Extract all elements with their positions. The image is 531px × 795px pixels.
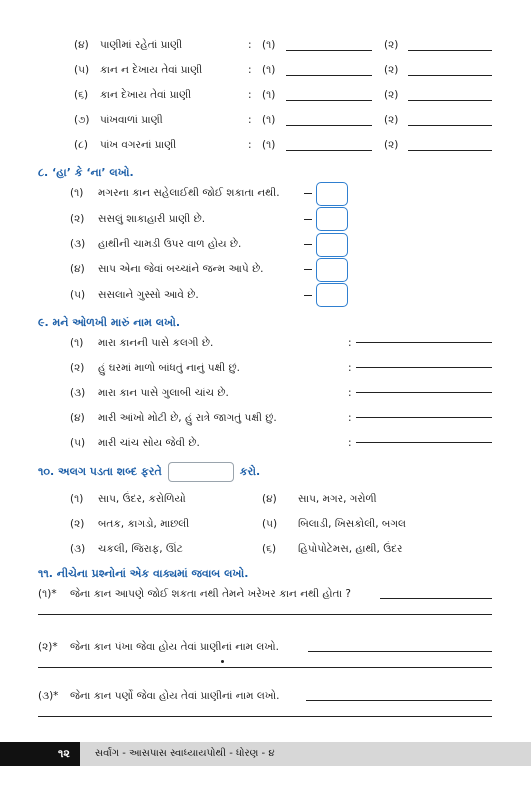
answer-blank-2[interactable] (408, 125, 492, 126)
answer-line[interactable] (38, 716, 492, 717)
colon: : (248, 39, 252, 51)
answer-blank[interactable] (356, 442, 492, 443)
item-number: (૫) (70, 289, 86, 301)
item-number: (૨)* (38, 641, 58, 653)
answer-line[interactable] (38, 667, 492, 668)
answer-box[interactable] (316, 283, 348, 307)
colon: : (348, 362, 352, 374)
item-number: (૬) (262, 543, 277, 555)
blank-label-1: (૧) (262, 89, 276, 101)
heading-text: ૧૦. અલગ પડતા શબ્દ ફરતે (38, 465, 162, 478)
item-number: (૧) (70, 493, 84, 505)
section-heading: ૯. મને ઓળખી મારું નામ લખો. (38, 316, 181, 329)
blank-label-2: (૨) (384, 114, 399, 126)
word-group[interactable]: હિપોપોટેમસ, હાથી, ઉંદર (298, 543, 403, 555)
item-number: (૩) (70, 387, 86, 399)
item-text: સસલું શાકાહારી પ્રાણી છે. (98, 213, 206, 225)
colon: : (348, 437, 352, 449)
item-text: પાંખ વગરનાં પ્રાણી (100, 139, 177, 151)
item-number: (૩) (70, 238, 86, 250)
question-text: જેના કાન પંખા જેવા હોય તેવાં પ્રાણીનાં નામ લખો. (70, 641, 279, 653)
item-text: કાન ન દેખાય તેવાં પ્રાણી (100, 64, 203, 76)
item-number: (૭) (74, 114, 90, 126)
answer-blank-1[interactable] (286, 75, 372, 76)
dash (304, 269, 312, 270)
dash (304, 219, 312, 220)
item-number: (૧) (70, 337, 84, 349)
colon: : (348, 387, 352, 399)
answer-blank-1[interactable] (286, 125, 372, 126)
section-heading: ૧૧. નીચેના પ્રશ્નોનાં એક વાક્યમાં જવાબ લખો. (38, 567, 249, 580)
answer-box[interactable] (316, 207, 348, 231)
item-number: (૫) (70, 437, 86, 449)
blank-label-1: (૧) (262, 139, 276, 151)
answer-blank-1[interactable] (286, 100, 372, 101)
word-group[interactable]: સાપ, ઉંદર, કરોળિયો (98, 493, 186, 505)
item-number: (૪) (70, 263, 85, 275)
item-text: સસલાને ગુસ્સો આવે છે. (98, 289, 199, 301)
blank-label-2: (૨) (384, 89, 399, 101)
answer-blank[interactable] (356, 342, 492, 343)
colon: : (248, 139, 252, 151)
answer-blank-2[interactable] (408, 100, 492, 101)
answer-line[interactable] (38, 614, 492, 615)
footer-title: સર્વાંગ - આસપાસ સ્વાધ્યાયપોથી - ધોરણ - ૪ (95, 748, 275, 759)
dot-mark (221, 660, 224, 663)
item-text: મગરના કાન સહેલાઈથી જોઈ શકાતા નથી. (98, 187, 280, 199)
circle-box-symbol (168, 462, 234, 482)
item-text: કાન દેખાય તેવાં પ્રાણી (100, 89, 192, 101)
answer-line[interactable] (306, 700, 492, 701)
answer-line[interactable] (380, 598, 492, 599)
item-number: (૩)* (38, 690, 59, 702)
item-text: હાથીની ચામડી ઉપર વાળ હોય છે. (98, 238, 242, 250)
blank-label-1: (૧) (262, 64, 276, 76)
item-number: (૫) (74, 64, 90, 76)
colon: : (248, 89, 252, 101)
answer-blank-2[interactable] (408, 50, 492, 51)
heading-text-end: કરો. (239, 465, 261, 478)
word-group[interactable]: બતક, કાગડો, માછલી (98, 518, 190, 530)
word-group[interactable]: બિલાડી, ખિસકોલી, બગલ (298, 518, 406, 530)
item-number: (૮) (74, 139, 88, 151)
question-text: જેના કાન આપણે જોઈ શકતા નથી તેમને ખરેખર કાન નથી હોતા ? (70, 588, 351, 600)
answer-box[interactable] (316, 258, 348, 282)
answer-blank[interactable] (356, 392, 492, 393)
blank-label-1: (૧) (262, 39, 276, 51)
item-number: (૧) (70, 187, 84, 199)
item-number: (૧)* (38, 588, 57, 600)
item-number: (૨) (70, 213, 85, 225)
blank-label-1: (૧) (262, 114, 276, 126)
item-text: મારા કાનની પાસે કલગી છે. (98, 337, 214, 349)
colon: : (248, 64, 252, 76)
item-text: સાપ એના જેવાં બચ્ચાંને જન્મ આપે છે. (98, 263, 264, 275)
answer-box[interactable] (316, 233, 348, 257)
item-text: મારી આંખો મોટી છે, હું રાત્રે જાગતું પક્ષી છું. (98, 412, 277, 424)
item-number: (૪) (262, 493, 277, 505)
item-text: મારી ચાંચ સોય જેવી છે. (98, 437, 200, 449)
colon: : (248, 114, 252, 126)
dash (304, 244, 312, 245)
word-group[interactable]: ચકલી, જિરાફ, ઊંટ (98, 543, 183, 555)
item-text: મારા કાન પાસે ગુલાબી ચાંચ છે. (98, 387, 229, 399)
colon: : (348, 337, 352, 349)
answer-blank[interactable] (356, 367, 492, 368)
item-text: પાણીમાં રહેતાં પ્રાણી (100, 39, 183, 51)
answer-blank-2[interactable] (408, 75, 492, 76)
dash (304, 193, 312, 194)
answer-blank-1[interactable] (286, 150, 372, 151)
page-number: ૧૨ (58, 747, 70, 760)
blank-label-2: (૨) (384, 139, 399, 151)
answer-blank[interactable] (356, 417, 492, 418)
item-number: (૬) (74, 89, 89, 101)
answer-box[interactable] (316, 182, 348, 206)
answer-blank-1[interactable] (286, 50, 372, 51)
item-number: (૨) (70, 362, 85, 374)
item-number: (૪) (74, 39, 89, 51)
question-text: જેના કાન પર્ણો જેવા હોય તેવાં પ્રાણીનાં નામ લખો. (70, 690, 280, 702)
section-heading: ૮. ‘હા’ કે ‘ના’ લખો. (38, 166, 134, 179)
blank-label-2: (૨) (384, 64, 399, 76)
blank-label-2: (૨) (384, 39, 399, 51)
item-number: (૫) (262, 518, 278, 530)
answer-blank-2[interactable] (408, 150, 492, 151)
item-number: (૩) (70, 543, 86, 555)
item-number: (૨) (70, 518, 85, 530)
item-number: (૪) (70, 412, 85, 424)
item-text: પાંખવાળાં પ્રાણી (100, 114, 163, 126)
page-footer (0, 742, 531, 766)
section-heading (38, 462, 260, 482)
colon: : (348, 412, 352, 424)
item-text: હું ઘરમાં માળો બાંધતું નાનું પક્ષી છું. (98, 362, 240, 374)
answer-line[interactable] (308, 651, 492, 652)
dash (304, 295, 312, 296)
word-group[interactable]: સાપ, મગર, ગરોળી (298, 493, 377, 505)
